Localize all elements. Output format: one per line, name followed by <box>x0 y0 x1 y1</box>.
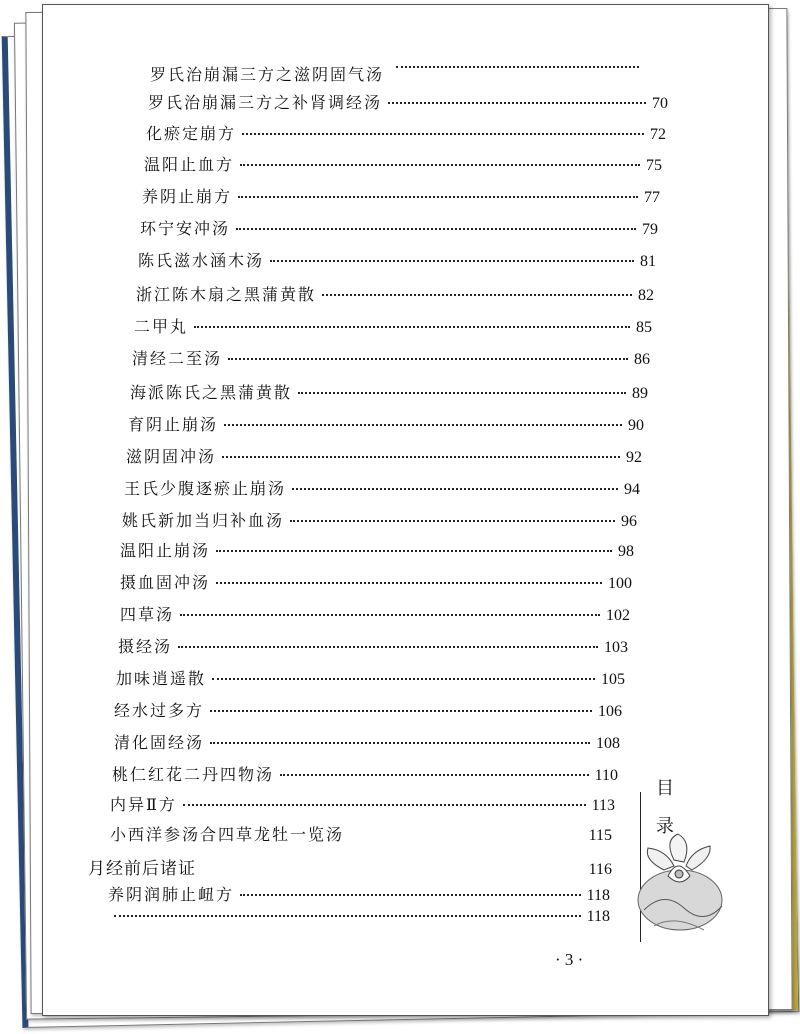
toc-entry-page: 75 <box>646 157 662 174</box>
toc-entry[interactable] <box>148 90 668 113</box>
toc-entry-title: 二甲丸 <box>134 317 189 336</box>
dot-leader <box>228 358 628 360</box>
toc-entry-title: 清经二至汤 <box>132 349 223 368</box>
side-tab-char: 录 <box>656 816 674 837</box>
toc-entry-page: 96 <box>621 513 637 530</box>
toc-entry[interactable] <box>150 62 390 85</box>
toc-entry-title: 养阴止崩方 <box>142 187 233 206</box>
toc-entry-page: 116 <box>588 861 612 878</box>
toc-entry-page: 72 <box>650 126 666 143</box>
dot-leader <box>224 424 622 426</box>
toc-entry-page: 113 <box>591 797 615 814</box>
dot-leader <box>298 392 626 394</box>
dot-leader <box>290 520 615 522</box>
toc-entry[interactable] <box>130 380 648 403</box>
toc-section-title: 月经前后诸证 <box>88 859 196 879</box>
toc-entry[interactable] <box>140 216 658 239</box>
toc-entry-title: 摄血固冲汤 <box>120 573 211 592</box>
toc-entry-page: 89 <box>632 385 648 402</box>
toc-entry[interactable] <box>116 666 625 689</box>
toc-entry-page: 110 <box>594 767 618 784</box>
dot-leader <box>216 550 612 552</box>
toc-entry-title: 姚氏新加当归补血汤 <box>122 511 285 530</box>
dot-leader <box>270 260 634 262</box>
toc-entry-page: 79 <box>642 221 658 238</box>
toc-entry[interactable] <box>142 184 660 207</box>
toc-entry-page: 100 <box>608 575 632 592</box>
toc-entry-page: 94 <box>624 481 640 498</box>
dot-leader <box>396 66 639 68</box>
dot-leader <box>242 133 644 135</box>
toc-entry[interactable] <box>110 822 612 845</box>
dot-leader <box>183 804 586 806</box>
toc-entry-title: 桃仁红花二丹四物汤 <box>112 765 275 784</box>
toc-entry-page: 82 <box>638 287 654 304</box>
toc-entry[interactable] <box>134 314 652 337</box>
toc-entry-title: 摄经汤 <box>118 637 173 656</box>
toc-entry-page: 92 <box>626 449 642 466</box>
toc-entry-page: 105 <box>601 671 625 688</box>
toc-entry-page: 102 <box>606 607 630 624</box>
toc-entry-page: 90 <box>628 417 644 434</box>
toc-entry-page: 86 <box>634 351 650 368</box>
toc-entry-page: 81 <box>640 253 656 270</box>
toc-entry-leader-only <box>390 70 645 72</box>
dot-leader <box>210 710 592 712</box>
toc-entry-title: 滋阴固冲汤 <box>126 447 217 466</box>
toc-entry[interactable] <box>118 634 628 657</box>
dot-leader <box>238 196 638 198</box>
toc-entry-title: 温阳止崩汤 <box>120 541 211 560</box>
toc-entry[interactable] <box>144 152 662 175</box>
toc-entry-title: 温阳止血方 <box>144 155 235 174</box>
toc-entry[interactable] <box>132 346 650 369</box>
dot-leader <box>240 164 640 166</box>
toc-entry-page: 98 <box>618 543 634 560</box>
toc-entry[interactable] <box>110 792 615 815</box>
dot-leader <box>216 582 602 584</box>
dot-leader <box>212 678 595 680</box>
toc-entry-title: 环宁安冲汤 <box>140 219 231 238</box>
dot-leader <box>194 326 630 328</box>
toc-entry-page: 70 <box>652 95 668 112</box>
toc-entry-title: 王氏少腹逐瘀止崩汤 <box>124 479 287 498</box>
dot-leader <box>114 915 581 917</box>
toc-entry[interactable] <box>120 538 634 561</box>
toc-entry[interactable] <box>108 908 610 926</box>
toc-entry[interactable] <box>136 282 654 305</box>
toc-entry-title: 化瘀定崩方 <box>146 124 237 143</box>
toc-section[interactable] <box>88 854 612 879</box>
dot-leader <box>178 646 598 648</box>
toc-entry[interactable] <box>146 121 666 144</box>
toc-entry[interactable] <box>120 570 632 593</box>
toc-entry[interactable] <box>112 762 618 785</box>
toc-entry-title: 小西洋参汤合四草龙牡一览汤 <box>110 825 345 844</box>
toc-entry-page: 108 <box>596 735 620 752</box>
dot-leader <box>180 614 600 616</box>
toc-entry-page: 115 <box>588 827 612 844</box>
dot-leader <box>210 742 590 744</box>
toc-entry-title: 经水过多方 <box>114 701 205 720</box>
dot-leader <box>222 456 620 458</box>
toc-entry-title: 陈氏滋水涵木汤 <box>138 251 265 270</box>
toc-entry-title: 清化固经汤 <box>114 733 205 752</box>
toc-entry[interactable] <box>114 730 620 753</box>
dot-leader <box>388 102 646 104</box>
toc-entry-title: 海派陈氏之黑蒲黄散 <box>130 383 293 402</box>
toc-entry-page: 118 <box>586 908 610 925</box>
toc-entry-title: 内异Ⅱ方 <box>110 795 177 814</box>
toc-entry-title: 浙江陈木扇之黑蒲黄散 <box>136 285 317 304</box>
lotus-illustration <box>634 830 724 940</box>
toc-entry[interactable] <box>114 698 622 721</box>
toc-entry-page: 106 <box>598 703 622 720</box>
toc-entry-page: 103 <box>604 639 628 656</box>
toc-entry-title: 四草汤 <box>120 605 175 624</box>
dot-leader <box>280 774 589 776</box>
toc-entry-page: 118 <box>586 887 610 904</box>
dot-leader <box>236 228 636 230</box>
toc-entry-page: 77 <box>644 189 660 206</box>
side-tab-char: 目 <box>656 778 674 799</box>
toc-entry[interactable] <box>120 602 630 625</box>
toc-entry[interactable] <box>124 476 640 499</box>
toc-entry-title: 罗氏治崩漏三方之滋阴固气汤 <box>150 65 385 84</box>
dot-leader <box>240 894 581 896</box>
dot-leader <box>292 488 618 490</box>
toc-entry-title: 养阴润肺止衄方 <box>108 885 235 904</box>
toc-entry-title: 加味逍遥散 <box>116 669 207 688</box>
toc-entry-title: 育阴止崩汤 <box>128 415 219 434</box>
toc-entry[interactable] <box>108 882 610 905</box>
toc-entry[interactable] <box>128 412 644 435</box>
toc-entry[interactable] <box>126 444 642 467</box>
dot-leader <box>322 294 632 296</box>
page-number: · 3 · <box>555 950 584 969</box>
toc-entry-title: 罗氏治崩漏三方之补肾调经汤 <box>148 93 383 112</box>
toc-entry[interactable] <box>138 248 656 271</box>
toc-entry[interactable] <box>122 508 637 531</box>
toc-entry-page: 85 <box>636 319 652 336</box>
